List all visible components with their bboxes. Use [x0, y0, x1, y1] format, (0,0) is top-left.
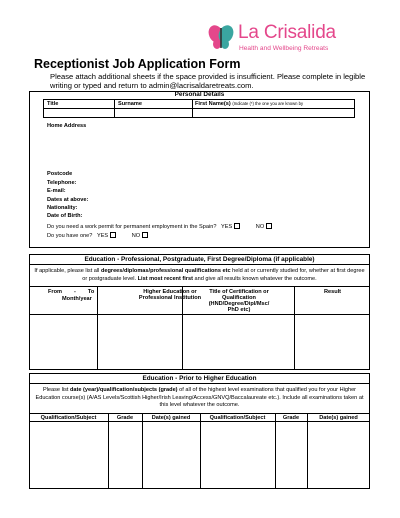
first-name-input[interactable]: [193, 109, 354, 117]
title-label: Title: [47, 101, 59, 107]
intro-text: Please attach additional sheets if the space provided is insufficient. Please complete in legible writing or typed and return to admin@lacrisaldaretreats.com.: [50, 72, 366, 90]
education-prior-instruction: Please list date (year)/qualification/subjects (grade) of all of the highest level examinations that qualified you for your Higher Education course(s) (A/AS Levels/Scottish Higher/Irish Leaving/Access/GNVQ/Baccalaureate etc.). Include all examinations taken at this level whatever the outcome.: [35, 387, 364, 408]
surname-label: Surname: [118, 101, 142, 107]
logo-name: La Crisalida: [238, 22, 336, 43]
telephone-label: Telephone:: [47, 180, 77, 186]
logo: [206, 22, 366, 58]
have-permit-question: Do you have one? YES NO: [47, 232, 148, 239]
prior-col-grade-2: Grade: [282, 415, 300, 421]
col-from-header: From - To: [48, 289, 95, 295]
education-professional-instruction: If applicable, please list all degrees/diplomas/professional qualifications etc held at or currently studied for, whether at first degree or postgraduate level. List most recent first and give all results known whatever the outcome.: [34, 268, 365, 282]
title-input[interactable]: [44, 109, 114, 117]
prior-col-date-1: Date(s) gained: [151, 415, 191, 421]
personal-details-heading: Personal Details: [174, 91, 225, 98]
dates-at-above-label: Dates at above:: [47, 197, 89, 203]
postcode-label: Postcode: [47, 171, 73, 177]
col-result-header: Result: [323, 289, 342, 295]
email-label: E-mail:: [47, 188, 66, 194]
prior-col-date-2: Date(s) gained: [319, 415, 358, 421]
first-name-note: (Indicate (*) the one you are known by: [232, 101, 304, 106]
prior-col-grade-1: Grade: [116, 415, 134, 421]
work-permit-yes-checkbox[interactable]: [234, 223, 240, 229]
surname-input[interactable]: [115, 109, 192, 117]
have-permit-yes-checkbox[interactable]: [110, 232, 116, 238]
first-name-label: First Name(s) (Indicate (*) the one you are known by: [195, 101, 304, 107]
work-permit-question: Do you need a work permit for permanent employment in the Spain? YES NO: [47, 223, 272, 230]
have-permit-no-checkbox[interactable]: [142, 232, 148, 238]
home-address-label: Home Address: [47, 123, 87, 129]
prior-col-subject-2: Qualification/Subject: [209, 415, 266, 421]
date-of-birth-label: Date of Birth:: [47, 213, 83, 219]
education-prior-heading: Education - Prior to Higher Education: [142, 375, 257, 382]
col-institution-header: Higher Education or Professional Institution: [138, 289, 202, 301]
home-address-input[interactable]: [44, 130, 354, 166]
col-monthyear-header: Month/year: [62, 296, 92, 302]
page-title: Receptionist Job Application Form: [34, 57, 241, 71]
work-permit-no-checkbox[interactable]: [266, 223, 272, 229]
nationality-label: Nationality:: [47, 205, 78, 211]
education-professional-heading: Education - Professional, Postgraduate, First Degree/Diploma (if applicable): [84, 256, 315, 263]
prior-col-subject-1: Qualification/Subject: [40, 415, 97, 421]
logo-tagline: Health and Wellbeing Retreats: [239, 45, 329, 52]
col-certification-header: Title of Certification or Qualification (HND/Degree/Dipl/Msc/ PhD etc): [208, 289, 270, 313]
butterfly-logo-icon: [206, 22, 236, 52]
